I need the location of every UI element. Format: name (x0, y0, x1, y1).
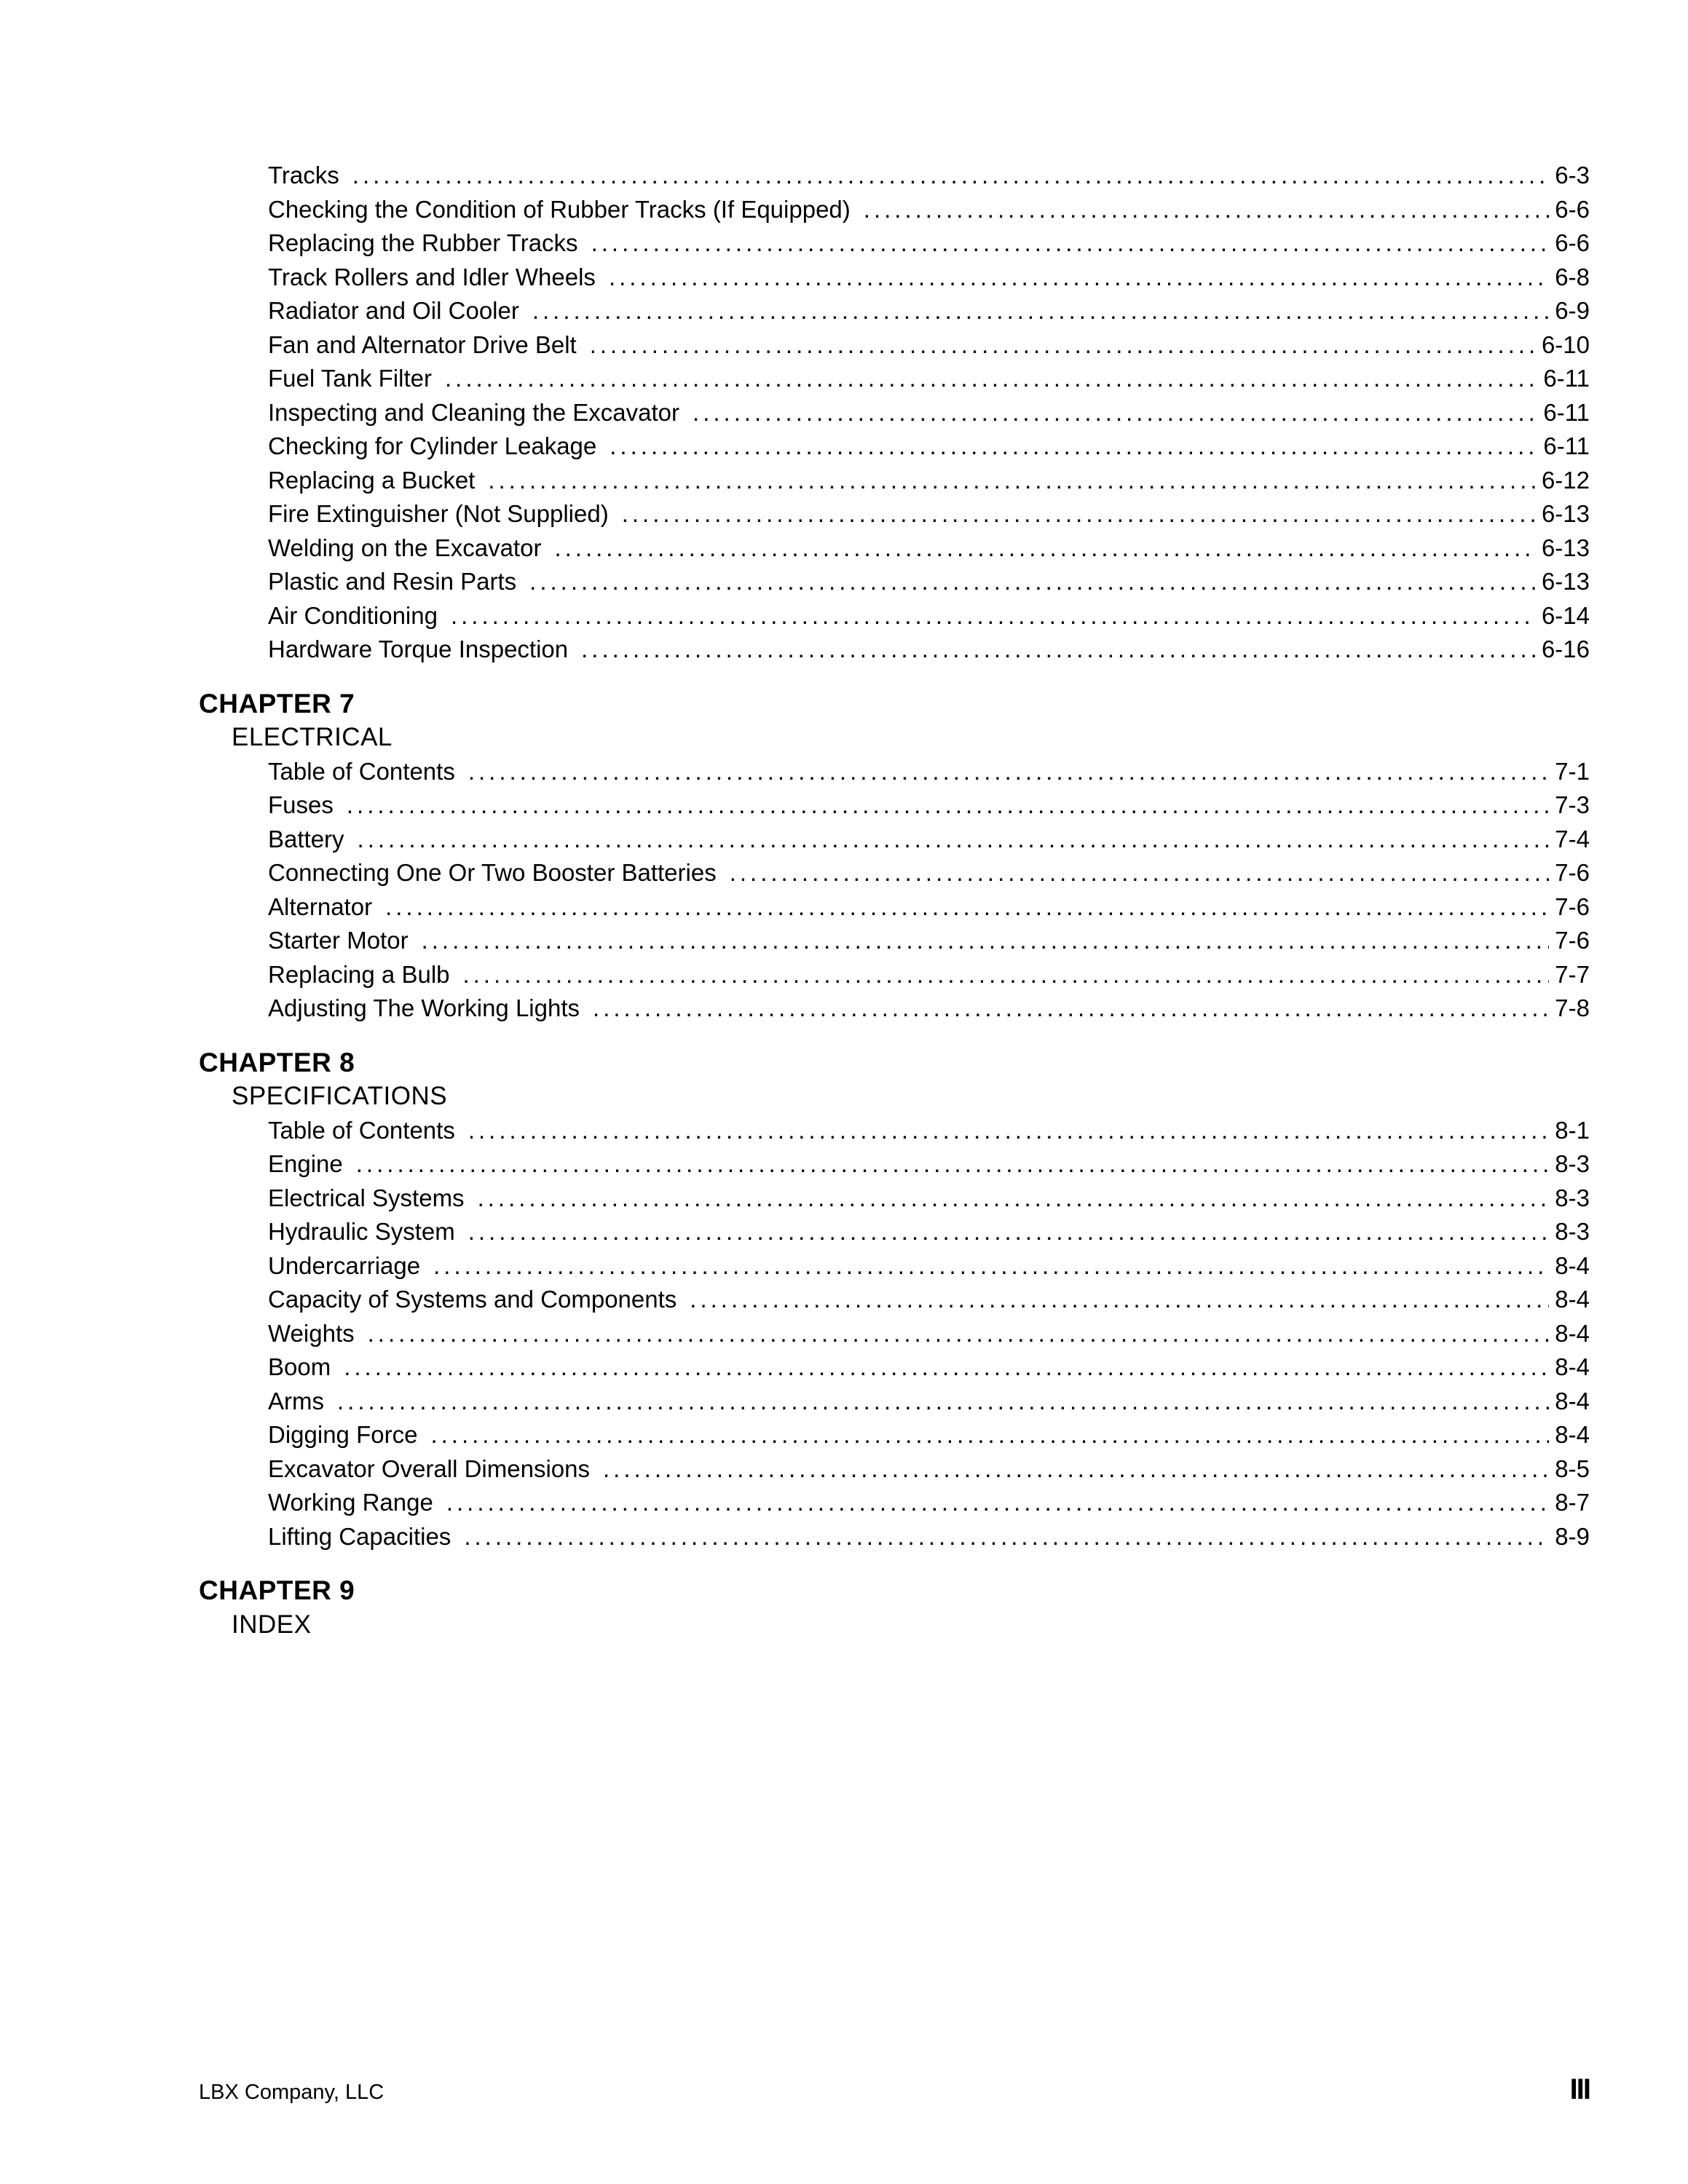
toc-entry-page-number: 8-3 (1555, 1218, 1590, 1245)
toc-entry (268, 890, 1590, 925)
dot-leader (610, 430, 1537, 464)
toc-entry-title: Fan and Alternator Drive Belt (268, 331, 577, 358)
chapter-subtitle: ELECTRICAL (232, 723, 393, 751)
toc-entry-title: Checking for Cylinder Leakage (268, 432, 597, 459)
toc-entry-title: Checking the Condition of Rubber Tracks (If Equipped) (268, 195, 851, 223)
toc-entry-page-number: 8-7 (1555, 1489, 1590, 1516)
dot-leader (468, 755, 1549, 789)
toc-entry (268, 1452, 1590, 1487)
toc-entry-title: Welding on the Excavator (268, 534, 542, 561)
dot-leader (532, 294, 1549, 328)
toc-entry (268, 464, 1590, 498)
dot-leader (430, 1418, 1549, 1452)
chapter-heading: CHAPTER 7 (199, 688, 355, 719)
toc-entry-title: Table of Contents (268, 1116, 455, 1144)
toc-entry-title: Connecting One Or Two Booster Batteries (268, 859, 717, 886)
toc-entry-page-number: 8-4 (1555, 1421, 1590, 1448)
toc-section (199, 1046, 1590, 1554)
toc-entry (268, 430, 1590, 464)
toc-entry (268, 1520, 1590, 1554)
toc-entry (268, 497, 1590, 531)
toc-entry-page-number: 6-6 (1555, 229, 1590, 256)
toc-entry (268, 1283, 1590, 1317)
toc-entry-title: Replacing a Bucket (268, 466, 476, 494)
dot-leader (463, 958, 1550, 992)
chapter-heading: CHAPTER 9 (199, 1575, 355, 1605)
toc-entry-page-number: 6-3 (1555, 162, 1590, 189)
toc-entry (268, 193, 1590, 227)
dot-leader (690, 1283, 1549, 1317)
toc-entry-title: Hardware Torque Inspection (268, 636, 569, 662)
toc-entry-title: Undercarriage (268, 1251, 421, 1279)
toc-entry (268, 1486, 1590, 1520)
chapter-subtitle: SPECIFICATIONS (232, 1082, 448, 1110)
toc-entry-title: Working Range (268, 1489, 433, 1516)
toc-entry (268, 1114, 1590, 1148)
dot-leader (468, 1215, 1550, 1249)
dot-leader (590, 328, 1536, 363)
dot-leader (603, 1452, 1549, 1487)
toc-entry-title: Track Rollers and Idler Wheels (268, 263, 596, 290)
dot-leader (468, 1114, 1549, 1148)
footer-page-number: III (1569, 2073, 1590, 2105)
toc-entry-page-number: 6-6 (1555, 195, 1590, 223)
toc-entry (268, 1182, 1590, 1216)
toc-entry-title: Inspecting and Cleaning the Excavator (268, 398, 680, 426)
toc-entry (268, 1385, 1590, 1419)
toc-entry-title: Fuel Tank Filter (268, 365, 432, 392)
dot-leader (451, 599, 1536, 633)
toc-entry-title: Excavator Overall Dimensions (268, 1455, 590, 1482)
toc-entry-page-number: 7-4 (1555, 825, 1590, 852)
toc-entry-title: Air Conditioning (268, 601, 438, 629)
toc-entry (268, 755, 1590, 789)
dot-leader (358, 823, 1550, 857)
toc-entry (268, 294, 1590, 328)
dot-leader (446, 1486, 1549, 1520)
dot-leader (422, 924, 1550, 958)
dot-leader (352, 159, 1550, 193)
toc-entry (268, 328, 1590, 363)
toc-entry (268, 992, 1590, 1026)
toc-entry (268, 159, 1590, 193)
toc-entry (268, 788, 1590, 823)
dot-leader (433, 1249, 1549, 1283)
toc-entry-page-number: 8-1 (1555, 1116, 1590, 1144)
dot-leader (730, 856, 1550, 890)
toc-entry-title: Radiator and Oil Cooler (268, 297, 519, 324)
toc-entry-page-number: 7-8 (1555, 994, 1590, 1021)
toc-entry-title: Fuses (268, 791, 334, 818)
toc-section (199, 687, 1590, 1026)
toc-entry (268, 1317, 1590, 1351)
toc-entry-page-number: 6-10 (1541, 331, 1590, 358)
dot-leader (554, 531, 1535, 566)
toc-entry-page-number: 8-4 (1555, 1286, 1590, 1313)
dot-leader (478, 1182, 1550, 1216)
toc-entry (268, 1249, 1590, 1283)
toc-entry-page-number: 8-4 (1555, 1319, 1590, 1347)
toc-entry-page-number: 8-3 (1555, 1150, 1590, 1177)
dot-leader (337, 1385, 1549, 1419)
toc-entry (268, 531, 1590, 566)
toc-entry (268, 1418, 1590, 1452)
toc-entry (268, 823, 1590, 857)
toc-entry (268, 226, 1590, 261)
toc-entry-title: Battery (268, 825, 344, 852)
page-footer (199, 2073, 1590, 2106)
dot-leader (385, 890, 1549, 925)
dot-leader (356, 1147, 1550, 1182)
dot-leader (445, 362, 1537, 396)
toc-entry-page-number: 8-9 (1555, 1522, 1590, 1550)
toc-entry-page-number: 6-14 (1541, 601, 1590, 629)
toc-entry-title: Adjusting The Working Lights (268, 994, 580, 1021)
toc-entry-title: Electrical Systems (268, 1184, 465, 1211)
toc-entry-page-number: 6-11 (1543, 432, 1590, 459)
toc-entry (268, 1350, 1590, 1385)
toc-entry-page-number: 7-1 (1555, 757, 1590, 785)
toc-entry-page-number: 7-6 (1555, 893, 1590, 920)
toc-entry-page-number: 7-3 (1555, 791, 1590, 818)
toc-entry-page-number: 6-11 (1543, 365, 1590, 392)
toc-entry-page-number: 8-5 (1555, 1455, 1590, 1482)
toc-entry (268, 1215, 1590, 1249)
toc-content (199, 159, 1590, 1642)
toc-entry (268, 565, 1590, 599)
toc-entry-page-number: 7-7 (1555, 960, 1590, 988)
toc-entry (268, 1147, 1590, 1182)
toc-entry (268, 924, 1590, 958)
toc-entry-page-number: 6-11 (1543, 398, 1590, 426)
chapter-subtitle: INDEX (232, 1610, 312, 1639)
toc-entry-page-number: 7-6 (1555, 927, 1590, 954)
toc-entry-page-number: 6-13 (1541, 568, 1590, 595)
toc-entry-page-number: 6-12 (1541, 466, 1590, 494)
toc-entry-title: Replacing a Bulb (268, 960, 450, 988)
dot-leader (368, 1317, 1550, 1351)
toc-entry-page-number: 8-4 (1555, 1353, 1590, 1380)
dot-leader (693, 396, 1537, 430)
dot-leader (864, 193, 1550, 227)
toc-section (199, 1574, 1590, 1642)
dot-leader (347, 788, 1549, 823)
toc-entry-title: Capacity of Systems and Components (268, 1286, 677, 1313)
toc-entry-page-number: 6-13 (1541, 500, 1590, 527)
toc-entry-title: Plastic and Resin Parts (268, 568, 517, 595)
toc-entry (268, 396, 1590, 430)
dot-leader (609, 261, 1549, 295)
toc-entry (268, 362, 1590, 396)
toc-entry-title: Lifting Capacities (268, 1522, 451, 1550)
toc-entry-title: Weights (268, 1319, 355, 1347)
dot-leader (344, 1350, 1549, 1385)
toc-entry-title: Arms (268, 1387, 324, 1415)
toc-entry (268, 633, 1590, 667)
toc-entry-page-number: 7-6 (1555, 859, 1590, 886)
toc-entry-page-number: 6-8 (1555, 263, 1590, 290)
toc-entry-title: Alternator (268, 893, 373, 920)
toc-entry-page-number: 8-4 (1555, 1251, 1590, 1279)
toc-entry-title: Hydraulic System (268, 1218, 455, 1245)
toc-entry-page-number: 8-3 (1555, 1184, 1590, 1211)
toc-entry-title: Engine (268, 1150, 343, 1177)
toc-entry-page-number: 6-16 (1541, 636, 1590, 662)
toc-entry-page-number: 8-4 (1555, 1387, 1590, 1415)
toc-entry (268, 958, 1590, 992)
toc-entry-title: Fire Extinguisher (Not Supplied) (268, 500, 609, 527)
toc-entry-title: Boom (268, 1353, 331, 1380)
toc-entry (268, 261, 1590, 295)
toc-entry-title: Digging Force (268, 1421, 418, 1448)
toc-entry-title: Starter Motor (268, 927, 409, 954)
dot-leader (488, 464, 1536, 498)
dot-leader (622, 497, 1536, 531)
dot-leader (464, 1520, 1549, 1554)
dot-leader (593, 992, 1549, 1026)
footer-company-name: LBX Company, LLC (199, 2081, 384, 2104)
chapter-heading: CHAPTER 8 (199, 1047, 355, 1077)
toc-section (199, 159, 1590, 667)
dot-leader (581, 633, 1536, 667)
toc-entry-title: Tracks (268, 162, 339, 189)
toc-entry-page-number: 6-13 (1541, 534, 1590, 561)
toc-entry-page-number: 6-9 (1555, 297, 1590, 324)
toc-entry (268, 856, 1590, 890)
toc-entry-title: Table of Contents (268, 757, 455, 785)
dot-leader (529, 565, 1536, 599)
toc-entry-title: Replacing the Rubber Tracks (268, 229, 578, 256)
toc-entry (268, 599, 1590, 633)
dot-leader (591, 226, 1550, 261)
